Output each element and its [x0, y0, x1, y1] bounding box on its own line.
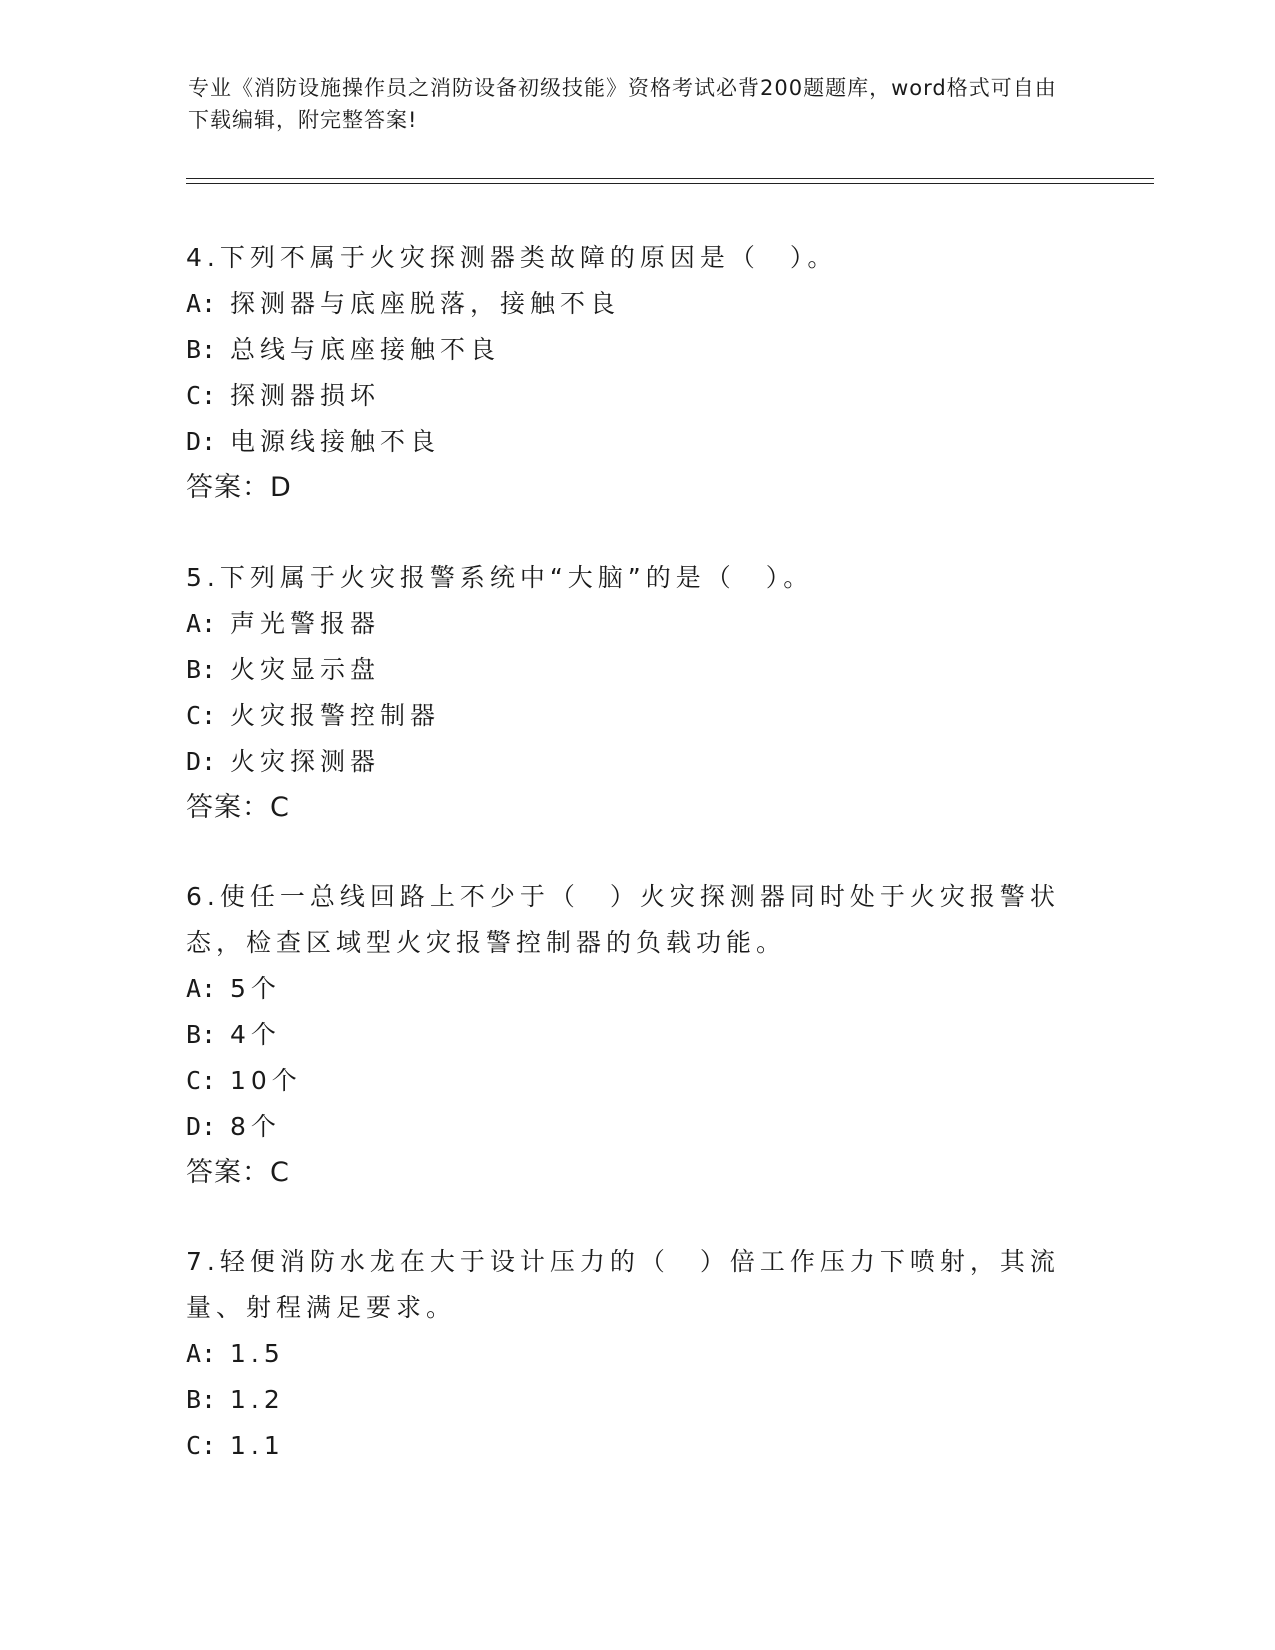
question-stem: 6.使任一总线回路上不少于（ ）火灾探测器同时处于火灾报警状态，检查区域型火灾报警控制器的负载功能。: [186, 882, 1060, 957]
option-key: B:: [186, 335, 217, 364]
answer-line: 答案：D: [186, 472, 292, 503]
option-b: [186, 327, 1066, 373]
option-key: A:: [186, 1339, 217, 1368]
option-key: C:: [186, 1066, 217, 1095]
option-key: A:: [186, 974, 217, 1003]
option-b: [186, 1377, 1066, 1423]
option-text: 探测器损坏: [230, 381, 381, 410]
option-key: C:: [186, 1431, 217, 1460]
option-d: [186, 739, 1066, 785]
option-key: A:: [186, 609, 217, 638]
option-d: [186, 1104, 1066, 1150]
option-d: [186, 419, 1066, 465]
option-key: B:: [186, 1385, 217, 1414]
answer-line: 答案：C: [186, 1157, 290, 1188]
option-b: [186, 647, 1066, 693]
question-6: [186, 874, 1066, 1196]
option-key: A:: [186, 289, 217, 318]
document-header: 专业《消防设施操作员之消防设备初级技能》资格考试必背200题题库，word格式可自由下载编辑，附完整答案!: [188, 76, 1057, 132]
option-text: 8个: [230, 1112, 281, 1141]
header-divider-top: [186, 178, 1154, 179]
question-4: [186, 235, 1066, 511]
option-text: 1.1: [230, 1431, 285, 1460]
question-stem: 5.下列属于火灾报警系统中“大脑”的是（ ）。: [186, 563, 814, 592]
option-key: B:: [186, 1020, 217, 1049]
option-a: [186, 966, 1066, 1012]
option-text: 火灾显示盘: [230, 655, 381, 684]
option-text: 总线与底座接触不良: [230, 335, 501, 364]
option-c: [186, 693, 1066, 739]
option-a: [186, 601, 1066, 647]
option-text: 1.2: [230, 1385, 285, 1414]
option-text: 火灾报警控制器: [230, 701, 441, 730]
option-key: B:: [186, 655, 217, 684]
option-a: [186, 1331, 1066, 1377]
option-text: 探测器与底座脱落，接触不良: [230, 289, 621, 318]
option-c: [186, 373, 1066, 419]
question-7: [186, 1239, 1066, 1469]
answer-line: 答案：C: [186, 792, 290, 823]
option-key: D:: [186, 427, 217, 456]
question-5: [186, 555, 1066, 831]
option-text: 电源线接触不良: [230, 427, 441, 456]
option-key: D:: [186, 1112, 217, 1141]
option-b: [186, 1012, 1066, 1058]
question-stem: 7.轻便消防水龙在大于设计压力的（ ）倍工作压力下喷射，其流量、射程满足要求。: [186, 1247, 1060, 1322]
option-c: [186, 1058, 1066, 1104]
option-text: 10个: [230, 1066, 302, 1095]
option-key: D:: [186, 747, 217, 776]
option-c: [186, 1423, 1066, 1469]
header-divider-bottom: [186, 183, 1154, 184]
option-text: 火灾探测器: [230, 747, 381, 776]
option-text: 5个: [230, 974, 281, 1003]
option-text: 4个: [230, 1020, 281, 1049]
option-key: C:: [186, 701, 217, 730]
question-stem: 4.下列不属于火灾探测器类故障的原因是（ ）。: [186, 243, 838, 272]
option-a: [186, 281, 1066, 327]
option-text: 声光警报器: [230, 609, 381, 638]
option-text: 1.5: [230, 1339, 285, 1368]
option-key: C:: [186, 381, 217, 410]
